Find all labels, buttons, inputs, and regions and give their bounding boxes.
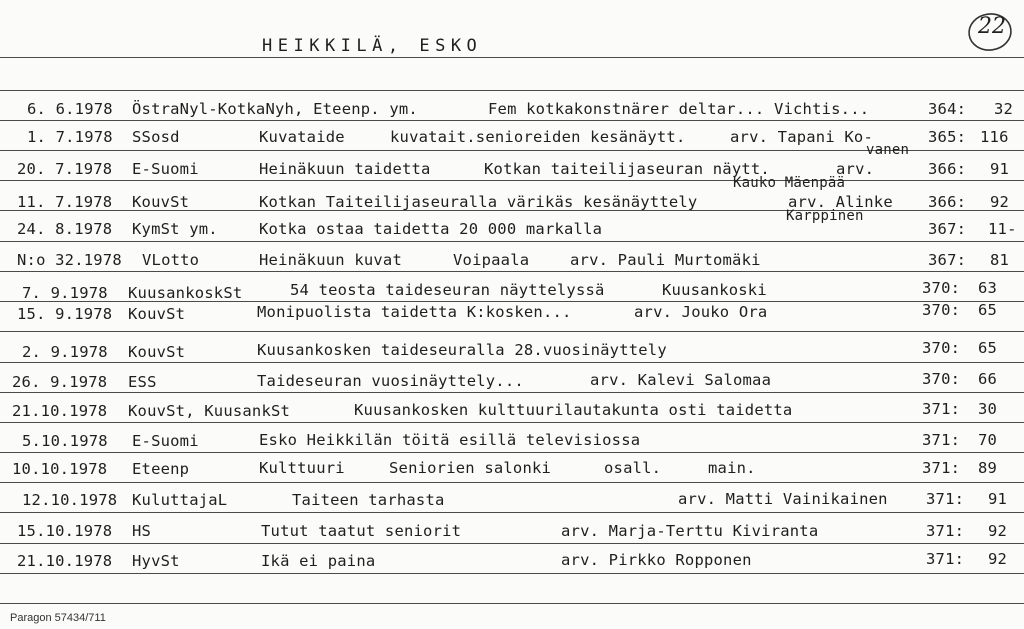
rule-line — [0, 120, 1024, 121]
entry-date: 12.10.1978 — [22, 491, 118, 509]
entry-ref: 366: — [928, 160, 967, 178]
entry-source: HyvSt — [132, 552, 180, 570]
entry-author: arv. Marja-Terttu Kiviranta — [561, 522, 819, 540]
entry-title: Kotkan Taiteilijaseuralla värikäs kesänäyttely — [259, 193, 698, 211]
entry-source: KuluttajaL — [132, 491, 228, 509]
entry-date: 11. 7.1978 — [17, 193, 113, 211]
entry-source: KouvSt — [128, 343, 186, 361]
entry-date: 7. 9.1978 — [22, 284, 108, 302]
rule-line — [0, 512, 1024, 513]
entry-date: 1. 7.1978 — [27, 128, 113, 146]
entry-detail: Kotkan taiteilijaseuran näytt. — [484, 160, 770, 178]
entry-ref: 366: — [928, 193, 967, 211]
entry-num: 11- — [988, 220, 1017, 238]
entry-num: 89 — [978, 459, 998, 477]
entry-title: Ikä ei paina — [261, 552, 376, 570]
entry-source: KouvSt — [132, 193, 190, 211]
entry-title: Kuvataide — [259, 128, 345, 146]
card-title: HEIKKILÄ, ESKO — [262, 36, 483, 56]
rule-line — [0, 573, 1024, 574]
entry-ref: 371: — [922, 459, 961, 477]
entry-date: 15.10.1978 — [17, 522, 113, 540]
entry-author: arv. Tapani Ko- — [730, 128, 873, 146]
entry-num: 81 — [990, 251, 1010, 269]
card-number: 22 — [978, 14, 1006, 39]
entry-author: arv. Pirkko Ropponen — [561, 551, 752, 569]
entry-ref: 371: — [922, 431, 961, 449]
entry-title: Tutut taatut seniorit — [261, 522, 462, 540]
entry-source: SSosd — [132, 128, 180, 146]
entry-ref: 370: — [922, 279, 961, 297]
entry-ref: 370: — [922, 301, 961, 319]
entry-source: ESS — [128, 373, 157, 391]
entry-source: KymSt ym. — [132, 220, 218, 238]
entry-title: 54 teosta taideseuran näyttelyssä — [290, 281, 605, 299]
entry-num: 65 — [978, 301, 998, 319]
entry-date: 10.10.1978 — [12, 460, 108, 478]
entry-num: 91 — [990, 160, 1010, 178]
rule-line — [0, 422, 1024, 423]
entry-num: 92 — [988, 522, 1008, 540]
rule-line — [0, 271, 1024, 272]
entry-source: Eteenp — [132, 460, 190, 478]
rule-line — [0, 603, 1024, 604]
entry-author-cont: vanen — [866, 142, 910, 158]
rule-line — [0, 331, 1024, 332]
entry-date: 24. 8.1978 — [17, 220, 113, 238]
rule-line — [0, 452, 1024, 453]
entry-date: 21.10.1978 — [17, 552, 113, 570]
entry-ref: 367: — [928, 220, 967, 238]
entry-date: 6. 6.1978 — [27, 100, 113, 118]
entry-date: 21.10.1978 — [12, 402, 108, 420]
entry-author: osall. — [604, 459, 662, 477]
entry-author-cont: main. — [708, 459, 756, 477]
entry-author: arv. Alinke — [788, 193, 893, 211]
entry-date: 5.10.1978 — [22, 432, 108, 450]
rule-line — [0, 90, 1024, 91]
entry-detail: kuvatait.senioreiden kesänäytt. — [390, 128, 686, 146]
entry-detail: Seniorien salonki — [389, 459, 552, 477]
entry-title: Taiteen tarhasta — [292, 491, 445, 509]
entry-num: 92 — [988, 550, 1008, 568]
entry-title: Kotka ostaa taidetta 20 000 markalla — [259, 220, 603, 238]
entry-num: 32 — [994, 100, 1014, 118]
entry-source: VLotto — [142, 251, 200, 269]
entry-source: HS — [132, 522, 152, 540]
entry-source: E-Suomi — [132, 160, 199, 178]
entry-title: Kuusankosken kulttuurilautakunta osti taidetta — [354, 401, 793, 419]
entry-title: Taideseuran vuosinäyttely... — [257, 372, 524, 390]
entry-author: arv. — [836, 160, 875, 178]
entry-title: Heinäkuun taidetta — [259, 160, 431, 178]
entry-num: 92 — [990, 193, 1010, 211]
entry-title: Heinäkuun kuvat — [259, 251, 402, 269]
entry-ref: 370: — [922, 370, 961, 388]
entry-date: 2. 9.1978 — [22, 343, 108, 361]
entry-ref: 367: — [928, 251, 967, 269]
entry-num: 91 — [988, 490, 1008, 508]
entry-title: Monipuolista taidetta K:kosken... — [257, 303, 572, 321]
entry-date: 20. 7.1978 — [17, 160, 113, 178]
entry-ref: 371: — [926, 522, 965, 540]
entry-num: 70 — [978, 431, 998, 449]
entry-author: arv. Kalevi Salomaa — [590, 371, 772, 389]
entry-source: E-Suomi — [132, 432, 199, 450]
entry-author-cont: Karppinen — [786, 208, 864, 224]
entry-source: KuusankoskSt — [128, 284, 243, 302]
entry-ref: 371: — [926, 550, 965, 568]
printer-imprint: Paragon 57434/711 — [10, 612, 106, 624]
entry-num: 66 — [978, 370, 998, 388]
entry-num: 63 — [978, 279, 998, 297]
entry-date: 26. 9.1978 — [12, 373, 108, 391]
entry-ref: 371: — [922, 400, 961, 418]
rule-line — [0, 241, 1024, 242]
rule-line — [0, 57, 1024, 58]
rule-line — [0, 362, 1024, 363]
entry-date: 15. 9.1978 — [17, 305, 113, 323]
entry-num: 30 — [978, 400, 998, 418]
entry-ref: 365: — [928, 128, 967, 146]
rule-line — [0, 180, 1024, 181]
entry-author-cont: Kauko Mäenpää — [733, 175, 846, 191]
rule-line — [0, 543, 1024, 544]
entry-title: Kulttuuri — [259, 459, 345, 477]
entry-detail: Kuusankoski — [662, 281, 767, 299]
entry-num: 116 — [980, 128, 1009, 146]
entry-num: 65 — [978, 339, 998, 357]
entry-title: Esko Heikkilän töitä esillä televisiossa — [259, 431, 641, 449]
entry-ref: 371: — [926, 490, 965, 508]
entry-ref: 364: — [928, 100, 967, 118]
entry-author: arv. Matti Vainikainen — [678, 490, 888, 508]
rule-line — [0, 482, 1024, 483]
rule-line — [0, 392, 1024, 393]
entry-ref: 370: — [922, 339, 961, 357]
entry-author: arv. Pauli Murtomäki — [570, 251, 761, 269]
entry-title: Kuusankosken taideseuralla 28.vuosinäyttely — [257, 341, 667, 359]
entry-title: Fem kotkakonstnärer deltar... Vichtis... — [488, 100, 870, 118]
entry-source: KouvSt — [128, 305, 186, 323]
entry-source: ÖstraNyl-KotkaNyh, Eteenp. ym. — [132, 100, 418, 118]
entry-detail: Voipaala — [453, 251, 530, 269]
entry-date: N:o 32.1978 — [17, 251, 122, 269]
entry-author: arv. Jouko Ora — [634, 303, 768, 321]
entry-source: KouvSt, KuusankSt — [128, 402, 291, 420]
